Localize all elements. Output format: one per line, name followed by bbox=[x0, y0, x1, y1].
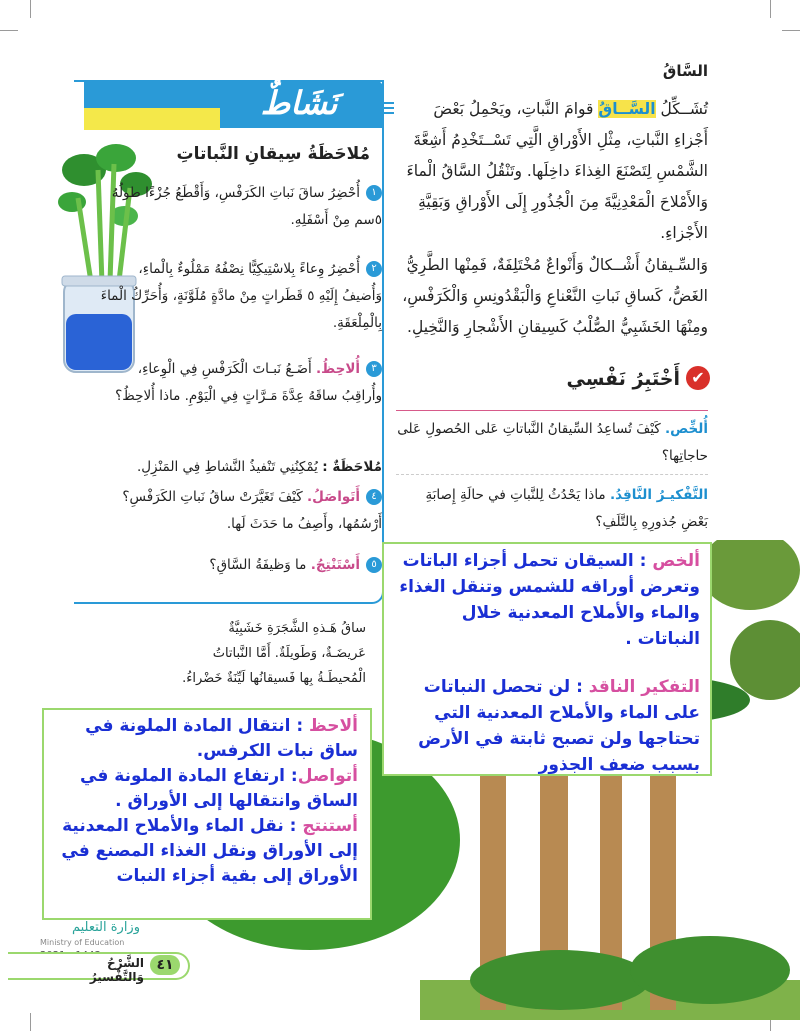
answer-text: : نقل الماء والأملاح المعدنية إلى الأوراق ونقل الغذاء المصنع في الأوراق إلى بقية أجزاء النبات bbox=[61, 816, 358, 886]
answer-label: التفكير الناقد bbox=[588, 677, 700, 697]
note-label: مُلاحَظَةٌ : bbox=[322, 459, 382, 475]
answer-box-self-test bbox=[382, 542, 712, 776]
crop-mark bbox=[770, 0, 771, 18]
activity-header-accent bbox=[84, 108, 220, 130]
step-number: ٥ bbox=[366, 557, 382, 573]
step-number: ٢ bbox=[366, 261, 382, 277]
answer-text: : لن تحصل النباتات على الماء والأملاح المعدنية التي تحتاجها ولن تصبح ثابتة في الأرض بسبب ضعف الجذور bbox=[418, 677, 700, 775]
section-heading: السَّاقُ bbox=[662, 62, 708, 80]
answer-critical-thinking bbox=[394, 674, 700, 778]
para1-lead: تُشَــكِّلُ bbox=[655, 100, 708, 118]
crop-mark bbox=[782, 30, 800, 31]
step-number: ٣ bbox=[366, 361, 382, 377]
answer-label: أستنتج bbox=[302, 816, 358, 836]
activity-step-2 bbox=[96, 256, 382, 337]
activity-title: نَشَاطٌ bbox=[260, 84, 338, 122]
activity-subtitle: مُلاحَظَةُ سِيقانِ النَّباتاتِ bbox=[176, 144, 370, 164]
step-label: أَسْتَنْتِجُ. bbox=[310, 557, 360, 573]
question-critical-thinking bbox=[396, 482, 708, 536]
activity-step-4 bbox=[96, 484, 382, 538]
self-test-heading: أَخْتَبِرُ نَفْسِي bbox=[566, 368, 680, 390]
note-text: يُمْكِنُنِي تَنْفيذُ النَّشاطِ فِي المَنْزِلِ. bbox=[136, 459, 323, 475]
answer-conclude bbox=[56, 814, 358, 889]
activity-step-1 bbox=[96, 180, 382, 234]
step-text: أُحْضِرُ وِعاءً بِلاسْتِيكِيًّا نِصْفُهُ مَمْلُوءٌ بِالْماءِ، وَأُضيفُ إِلَيْهِ ٥ قَطَراتٍ مِنْ مادَّةٍ مُلَوَّنَةٍ، وَأُحَرِّكُ الْماءَ بِالْمِلْعَقَةِ. bbox=[100, 261, 382, 331]
divider bbox=[396, 410, 708, 411]
activity-note bbox=[96, 454, 382, 481]
section-label: الشَّرْحُ وَالتَّفْسيرُ bbox=[89, 956, 144, 984]
step-number: ١ bbox=[366, 185, 382, 201]
divider bbox=[396, 474, 708, 475]
crop-mark bbox=[30, 0, 31, 18]
checkmark-icon: ✔ bbox=[686, 366, 710, 390]
keyword-stem: السَّــاقُ bbox=[598, 100, 656, 118]
step-text: أَضَـعُ نَبـاتَ الْكَرَفْسِ فِي الْوِعاءِ، وأُراقِبُ ساقَهُ عِدَّةَ مَـرَّاتٍ فِي الْيَوْمِ. ماذا أُلاحِظُ؟ bbox=[115, 361, 382, 404]
ministry-logo-ar: وزارة التعليم bbox=[71, 920, 140, 935]
crop-mark bbox=[30, 1013, 31, 1031]
q2-label: التَّفْكيـرُ النَّاقِدُ. bbox=[609, 487, 708, 503]
photo-caption: ساقُ هَـذهِ الشَّجَرَةِ خَشَبِيَّةٌ عَريضَـةٌ، وَطَويلَةٌ. أَمَّا النَّباتاتُ الْمُحيطَـةُ بِها فَسيقانُها لَيِّنَةٌ خَضْراءُ. bbox=[182, 621, 366, 686]
page-number: ٤١ bbox=[150, 955, 180, 975]
para1-rest: قوامَ النَّباتِ، ويَحْمِلُ بَعْضَ أَجْزاءِ النَّباتِ، مِثْلِ الأَوْراقِ الَّتِي تَسْــتَخْدِمُ أَشِعَّةَ الشَّمْسِ لِتَصْنَعَ الغِذاءَ داخِلَها. وتَنْقُلُ السَّاقُ الْماءَ وَالأَمْلاحَ الْمَعْدِنِيَّةَ مِنَ الْجُذُورِ إِلَى الأَوْراقِ وَبَقِيَّةِ الأَجْزاءِ. bbox=[406, 100, 708, 242]
main-paragraph-2: وَالسِّـيقانُ أَشْــكالٌ وَأَنْواعٌ مُخْتَلِفَةٌ، فَمِنْها الطَّرِيُّ الغَضُّ، كَساقِ نَباتِ النَّعْناعِ وَالْبَقْدُونِسِ وَالْكَرَفْسِ، ومِنْهَا الخَشَبِيُّ الصُّلْبُ كَسِيقانِ الأَشْجارِ وَالنَّخِيلِ. bbox=[402, 256, 708, 336]
answer-text: : السيقان تحمل أجزاء الباتات وتعرض أوراقه للشمس وتنقل الغذاء والماء والأملاح المعدنية خلال النباتات . bbox=[399, 551, 700, 649]
step-number: ٤ bbox=[366, 489, 382, 505]
answer-label: أتواصل bbox=[297, 766, 358, 786]
activity-step-3 bbox=[96, 356, 382, 410]
ministry-logo-en: Ministry of Education bbox=[40, 938, 125, 947]
step-text: ما وَظيفَةُ السَّاقِ؟ bbox=[209, 557, 311, 573]
answer-box-activity bbox=[42, 708, 372, 920]
answer-summarize bbox=[394, 548, 700, 652]
q1-label: أُلخِّص. bbox=[665, 421, 708, 437]
q1-text: كَيْفَ تُساعِدُ السِّيقانُ النَّباتاتِ عَلى الحُصولِ عَلى حاجاتِها؟ bbox=[397, 421, 708, 464]
question-summarize bbox=[396, 416, 708, 470]
step-label: أَتَواصَلُ. bbox=[306, 489, 360, 505]
step-label: أُلاحِظُ. bbox=[316, 361, 360, 377]
answer-text: : ارتفاع المادة الملونة في الساق وانتقالها إلى الأوراق . bbox=[80, 766, 358, 811]
step-text: كَيْفَ تَغَيَّرَتْ ساقُ نَباتِ الكَرَفْسِ؟ أَرْسُمُها، وأَصِفُ ما حَدَثَ لَها. bbox=[122, 489, 382, 532]
main-paragraph-1 bbox=[396, 94, 708, 249]
answer-text: : انتقال المادة الملونة في ساق نبات الكرفس. bbox=[85, 716, 358, 761]
answer-observe bbox=[56, 714, 358, 764]
answer-label: ألخص bbox=[652, 551, 700, 571]
crop-mark bbox=[0, 30, 18, 31]
q2-text: ماذا يَحْدُثُ لِلنَّباتِ في حالَةِ إِصابَةِ بَعْضِ جُذورِهِ بِالتَّلَفِ؟ bbox=[425, 487, 708, 530]
answer-communicate bbox=[56, 764, 358, 814]
answer-label: ألاحظ bbox=[309, 716, 358, 736]
step-text: أُحْضِرُ ساقَ نَباتِ الكَرَفْسِ، وَأَقْطَعُ جُزْءًا طولُهُ ٥سم مِنْ أَسْفَلِهِ. bbox=[111, 185, 382, 228]
